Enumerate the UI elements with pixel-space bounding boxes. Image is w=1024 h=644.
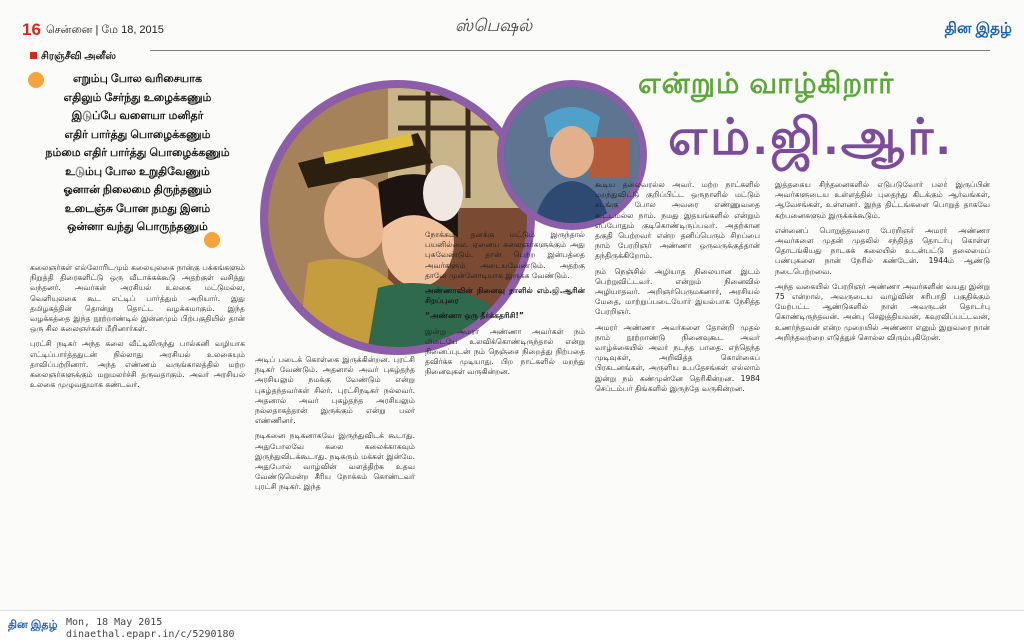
paragraph: என்னைப் பொறுத்தவரை பேரறிஞர் அமரர் அண்ணா அவர்களை முதன் முதலில் சந்தித்த தொடர்பு கொள்ள தொடங்கியது நாடகக் கலையில் உடன்பட்டு தலைமைப் பண்புகளை நான் நேரில் கண்டேன். 1944ம் ஆண்டு நடைபெற்றவை. xyxy=(775,225,990,276)
poem-line: ஒன்னா வந்து பொருந்தணும் xyxy=(67,221,208,233)
paragraph: இன்று அமரர் அண்ணா அவர்கள் நம் மிடையே உலவிக்கொண்டிருந்தால் என்று நினைப்புடன் நம் நெஞ்சை நிறைத்து நிற்பதை தவிர்க்க முடியாது. பிற நாட்களில் மறந்து நினைவுகள் வருகின்றன. xyxy=(425,326,585,377)
paragraph: புரட்சி நடிகர் அந்த கலை வீட்டிலிருந்து பால்கனி வழியாக எட்டிப்பார்த்ததுடன் நில்லாது அரசியல் உலகையும் தாவிப்பற்றினார். அந்த எண்ணம் வருங்காலத்தில் மற்ற கலைஞர்களுக்கும் மறுமலர்ச்சி தருவதாகும். அவர் அரசியல் உலகை முழுவதுமாக கண்டவர். xyxy=(30,339,245,390)
footer-logo: தின இதழ் xyxy=(8,619,58,631)
page-header xyxy=(0,18,1024,42)
subheading: அண்ணாவின் நினைவு நாளில் எம்.ஜி.ஆரின் சிறப்புரை xyxy=(425,286,585,306)
quote-subheading: “அண்ணா ஒரு தீர்க்கதரிசி!” xyxy=(425,311,524,321)
article-column-5 xyxy=(775,180,990,608)
headline-line1: என்றும் வாழ்கிறார் xyxy=(638,68,895,100)
header-rule xyxy=(150,50,990,51)
article-column-4 xyxy=(595,180,760,608)
article-column-2 xyxy=(255,355,415,608)
brand-logo: தின இதழ் xyxy=(944,20,1012,37)
poem-line: நம்மை எதிர் பார்த்து பொழைக்கணும் xyxy=(45,147,230,159)
poem-line: உடும்பு போல உறுதிவேணும் xyxy=(65,165,210,178)
poem-line: எதிலும் சேர்ந்து உழைக்கணும் xyxy=(63,91,212,104)
paragraph: நம் நெஞ்சில் அழியாத நிலையான இடம் பெற்றுவிட்டவர். என்றும் நினைவில் அழியாதவர். அறிஞர்பெருமகனார், அரசியல் மேதை, மாற்றுப்படையோர் இயல்பாக நேசித்த பேரறிஞர். xyxy=(595,266,760,317)
paragraph: அடிப் படைக் கொள்கை இருக்கின்றன. புரட்சி நடிகர் வேண்டும். அதனால் அவர் புகழ்தந்த அரசியலும் நமக்கு வேண்டும் என்று புகழ்தந்தவர்கள் சிலர். புரட்சிநடிகர் நல்லவர். அதனால் அவர் புகழ்தந்த அரசியலும் நல்லதாகத்தான் இருக்கும் என்று பலர் எண்ணினர். xyxy=(255,355,415,426)
poem-line: எறும்பு போல வரிசையாக xyxy=(73,73,202,85)
byline-square-icon xyxy=(30,52,37,59)
poem-line: உடைஞ்சு போன நமது இனம் xyxy=(64,202,211,215)
footer-date: Mon, 18 May 2015 xyxy=(66,617,163,628)
page-footer xyxy=(0,610,1024,644)
quote-close-icon xyxy=(204,232,220,248)
poem-line: இடுப்பே வளையா மனிதர் xyxy=(71,110,204,122)
byline-author: சிரஞ்சீவி அனீஸ் xyxy=(41,51,116,62)
headline-line2: எம்.ஜி.ஆர். xyxy=(668,109,954,165)
edition-date: சென்னை | மே 18, 2015 xyxy=(46,24,164,36)
poem-line: எதிர் பார்த்து பொழைக்கணும் xyxy=(64,128,211,141)
paragraph: அமரர் அண்ணா அவர்களை தோன்றி முதல் நாம் நூற்றாண்டு நினைவுகூட அவர் வாழ்க்கையில் அவர் நடந்த பாதை. எந்தெந்த முடிவுகள், அறிவித்த கொள்கைப் பிரகடனங்கள், அருளிய உபதேசங்கள் எல்லாம் இன்று நம் கண்முன்னே தெரிகின்றன. 1984 செப்டம்பர் திங்களில் இருந்தே வருகின்றன. xyxy=(595,322,760,393)
paragraph: நடிகனை நடிகனாகவே இருந்துவிடக் கூடாது. அதுபோலவே கலை கலைக்காகவும் இருந்துவிடக்கூடாது. நடிகரும் மக்கள் இன்மே. அதுபோல் வாழ்வின் வளத்திற்க உதவ வேண்டுமென்ற சீரிய நோக்கம் கொண்டவர் புரட்சி நடிகர். இந்த xyxy=(255,431,415,492)
poem-line: ஓனான் நிலைமை திருந்தணும் xyxy=(63,184,212,196)
section-label: ஸ்பெஷல் xyxy=(455,16,533,36)
byline xyxy=(30,51,116,63)
poem-block xyxy=(30,70,245,237)
paragraph: இத்தகைய சிந்தனைகளில் எடுபடுவோர் பலர் இருப்பின் அவர்களுடைய உள்ளத்தில் புதைந்து கிடக்கும் ஆர்வங்கள், ஆவேசங்கள், உள்ளனர். இந்த திட்டங்களை பொறுத் தாகவே கற்பனைகளும் இருக்கக்கூடும். xyxy=(775,180,990,220)
paragraph: கலைஞர்கள் எல்லோரிடமும் கலையுலகை நான்கு பக்கங்களும் நிறுத்தி திரைகளிட்டு ஒரு வீடாக்கக்கூடு அதற்குள் வசித்து வந்தனர். அவர்கள் அரசியல் உலகை மட்டுமல்ல, வெளியுலகை கூட எட்டிப் பார்த்தும் அறியார். இது தமிழகத்தின் தொன்று தொட்ட வழக்கமாகும். இந்த வழக்கத்தை இந்த நூற்றாண்டில் இன்னமும் பிற்பகுதியில் தான் ஒரு சில கலைஞர்கள் மீறினார்கள். xyxy=(30,263,245,334)
article-column-1 xyxy=(30,263,245,608)
paragraph: நோக்கம் தனக்கு மட்டும் இருந்தால் பயனில்லை. ஏனைய கலைஞர்களுக்கும் அது புகவேண்டும். தான் பெற்ற இன்பத்தை அவர்களும் அடையவேண்டும். அதற்கு தானே முன்னோடியாக இருக்க வேண்டும். xyxy=(425,230,585,280)
article-column-3 xyxy=(425,230,585,608)
page-number: 16 xyxy=(22,20,41,39)
paragraph: அந்த வகையில் பேரறிஞர் அண்ணா அவர்களின் வயது இன்று 75 என்றால், அவருடைய வாழ்வின் சரிபாதி பகுதிக்கும் மேற்பட்ட ஆண்டுகளில் நான் அவருடன் தொடர்பு கொண்டிருந்தவன். அன்பு செலுத்தியவன், கவுரவிப்பட்டவன், உணர்ந்தவன் என்ற முறையில் அண்ணா எனும் இறுவரை நான் அறிந்தவற்றை எடுத்துச் சொல்ல விரும்புகிறேன். xyxy=(775,281,990,342)
paragraph: கூடிய தலைவரல்ல அவர். மற்ற நாட்களில் மறந்துவிட்டு குறிப்பிட்ட ஒருநாளில் மட்டும் சடங்கு போல அவரை எண்ணுவதை கூட்டமல்ல நாம். நமது இதயங்களில் என்றும் எப்போதும் குடிகொண்டிருப்பவர். அதற்கான தகுதி பெற்றவர் என்ற தனிப்பெரும் சிறப்பை நாம் பேரறிஞர் அண்ணா ஒருவருக்குத்தான் தந்திருக்கிறோம். xyxy=(595,180,760,261)
footer-url[interactable]: dinaethal.epapr.in/c/5290180 xyxy=(66,629,235,640)
